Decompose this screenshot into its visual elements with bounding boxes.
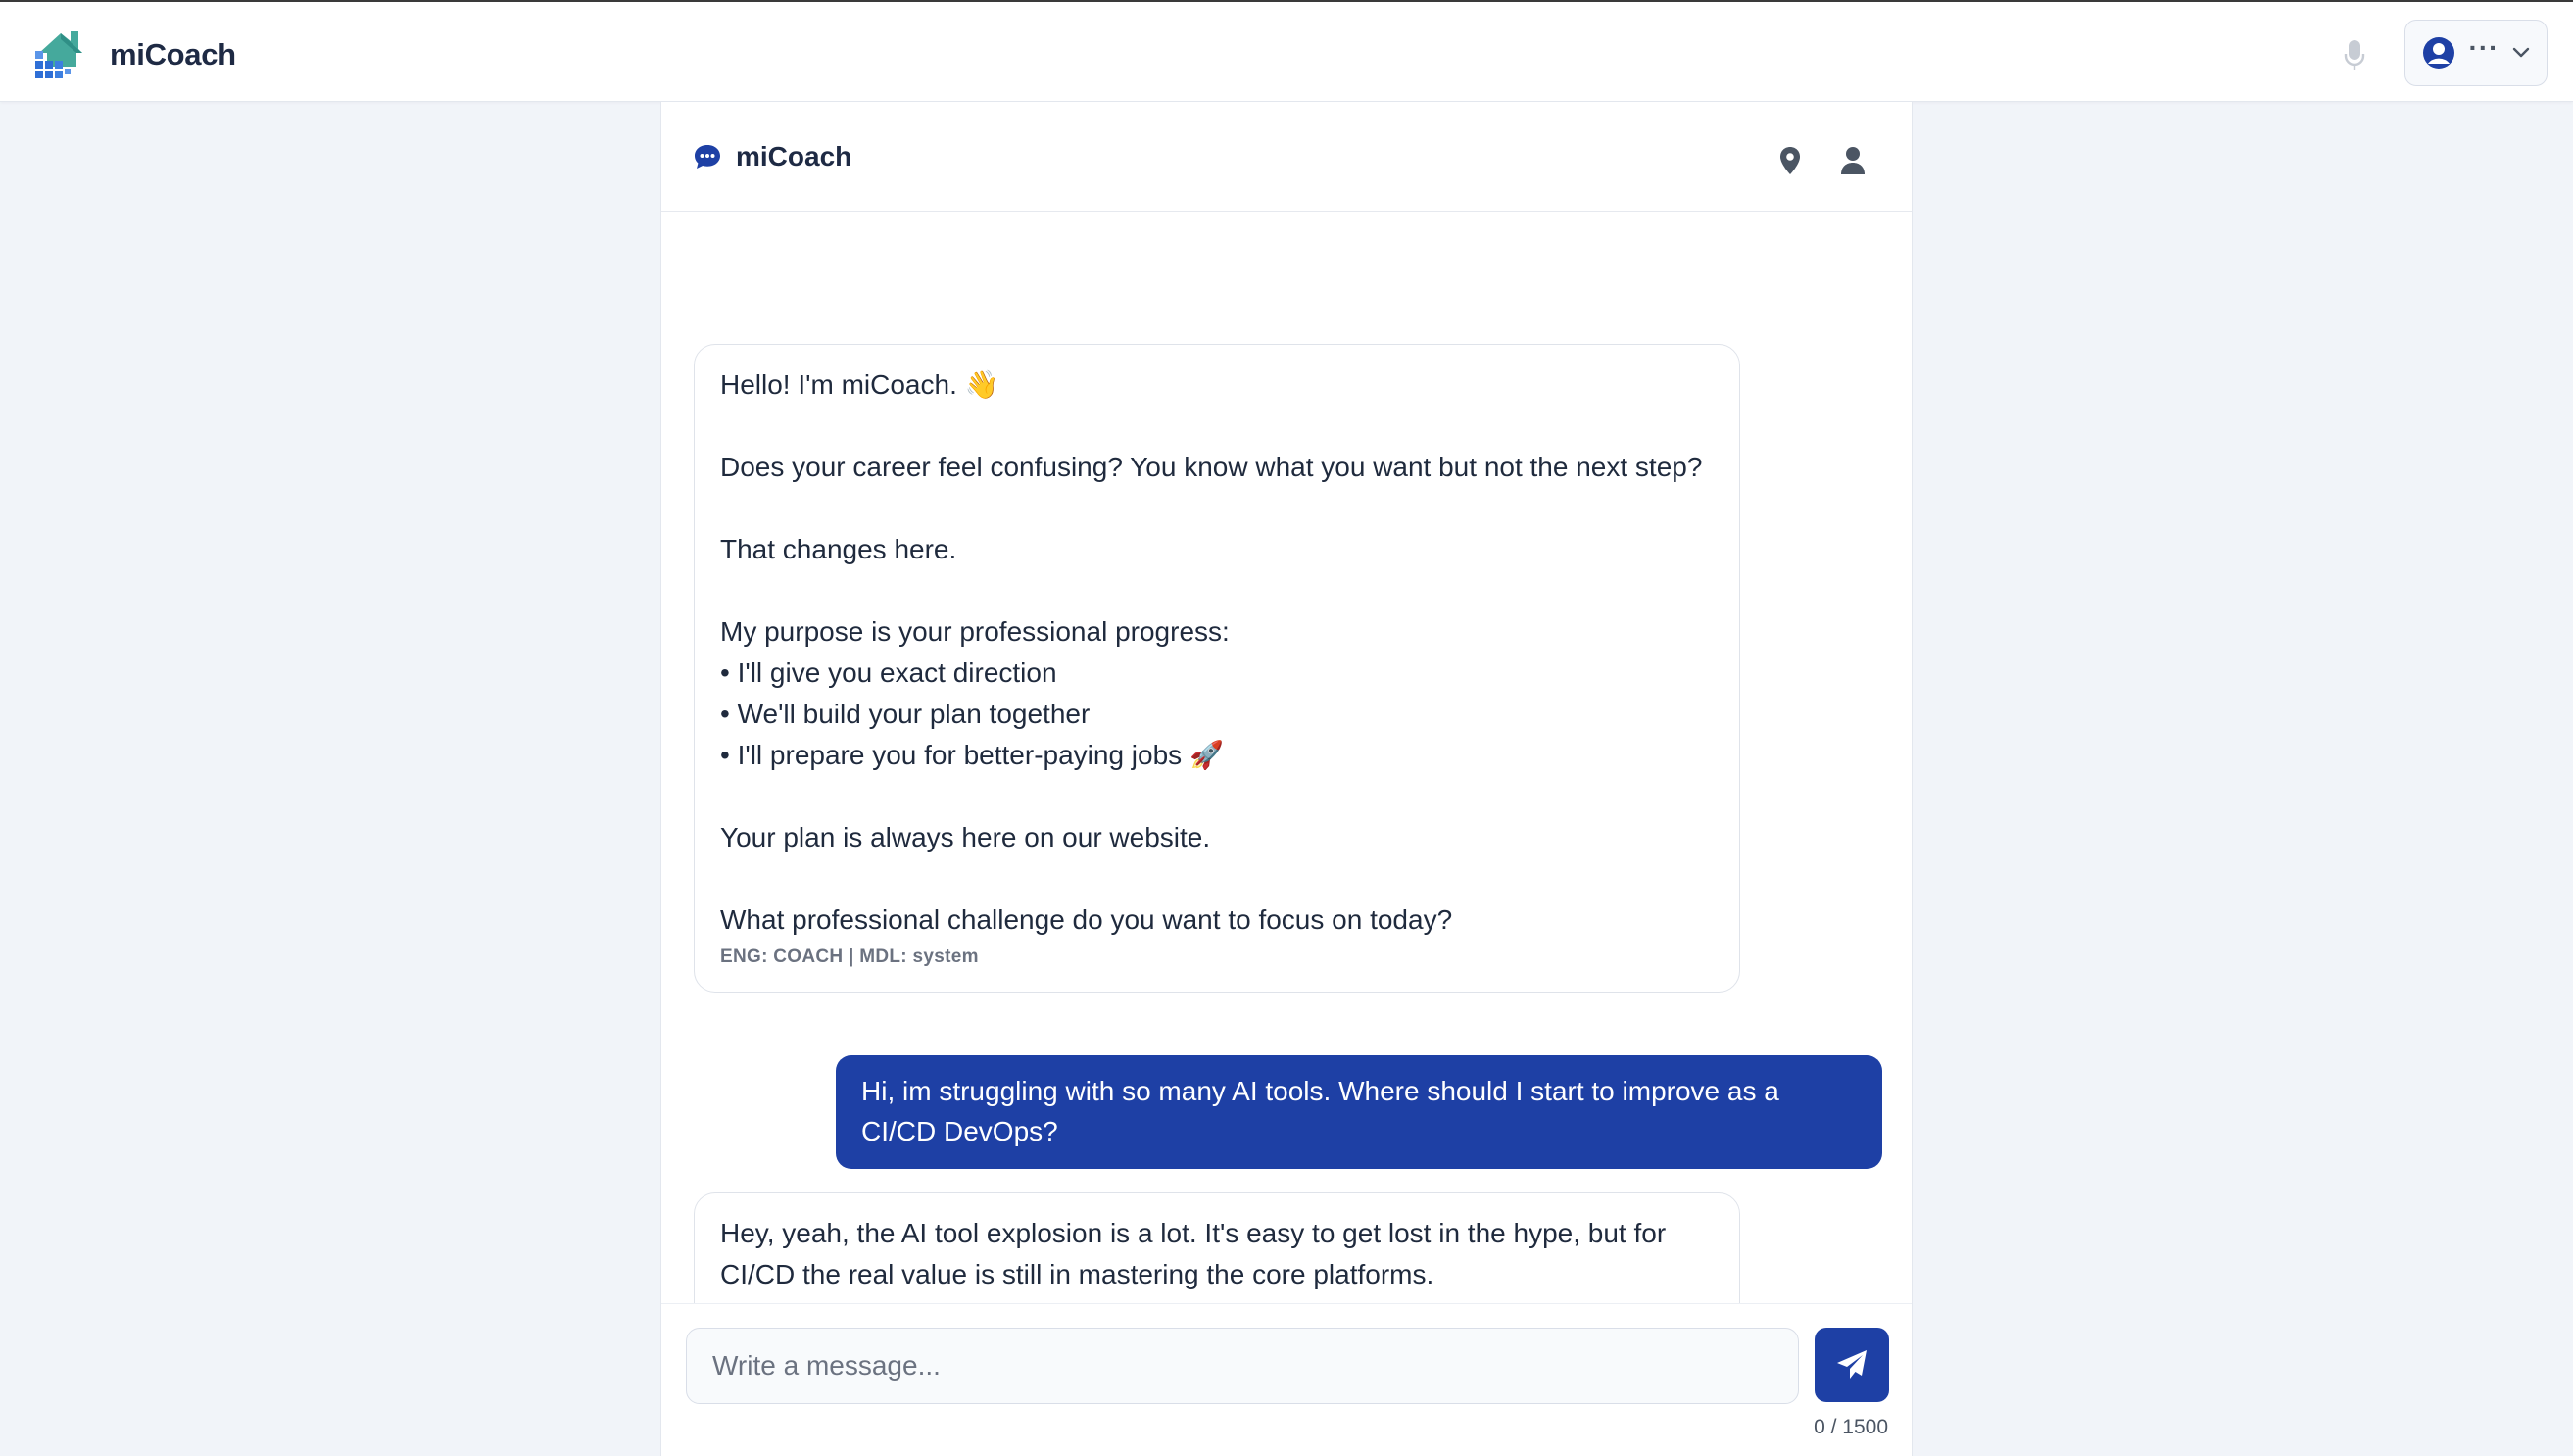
message-text: Hey, yeah, the AI tool explosion is a lot. It's easy to get lost in the hype, but for CI/CD the real value is still in mastering the core platforms. [720, 1218, 1667, 1289]
message-input[interactable] [686, 1328, 1799, 1404]
user-message [836, 1055, 1882, 1169]
microphone-icon [2344, 39, 2365, 71]
character-counter: 0 / 1500 [1814, 1416, 1888, 1438]
top-bar [0, 0, 2573, 102]
chat-header [661, 102, 1912, 212]
user-icon [1840, 146, 1866, 175]
send-button[interactable] [1815, 1328, 1889, 1402]
user-name-masked: ··· [2468, 32, 2500, 63]
brand[interactable] [33, 27, 236, 82]
message-composer [661, 1303, 1912, 1456]
location-button[interactable] [1771, 141, 1810, 180]
app-name: miCoach [110, 37, 236, 72]
paper-plane-icon [1835, 1348, 1869, 1382]
message-list[interactable] [661, 213, 1912, 1403]
micoach-logo-icon [33, 27, 88, 82]
user-menu-button[interactable] [2404, 20, 2548, 86]
user-circle-icon [2422, 36, 2455, 70]
chat-bubble-icon [693, 142, 722, 171]
location-pin-icon [1779, 146, 1801, 175]
message-meta: ENG: COACH | MDL: system [720, 946, 979, 967]
chat-title [693, 141, 851, 172]
message-text: Hi, im struggling with so many AI tools. Where should I start to improve as a CI/CD DevOps? [861, 1076, 1779, 1146]
chat-title-text: miCoach [736, 141, 852, 171]
chat-panel [660, 102, 1913, 1456]
message-text: Hello! I'm miCoach. 👋 Does your career feel confusing? You know what you want but not the next step? That changes here. My purpose is your professional progress: • I'll give you exact direction • We'll build your plan together • I'll prepare you for better-paying jobs 🚀 Your plan is always here on our website. What professional challenge do you want to focus on today? [720, 369, 1703, 935]
assistant-message [694, 344, 1740, 993]
chevron-down-icon [2512, 47, 2530, 59]
profile-button[interactable] [1833, 141, 1872, 180]
microphone-button[interactable] [2338, 35, 2371, 74]
